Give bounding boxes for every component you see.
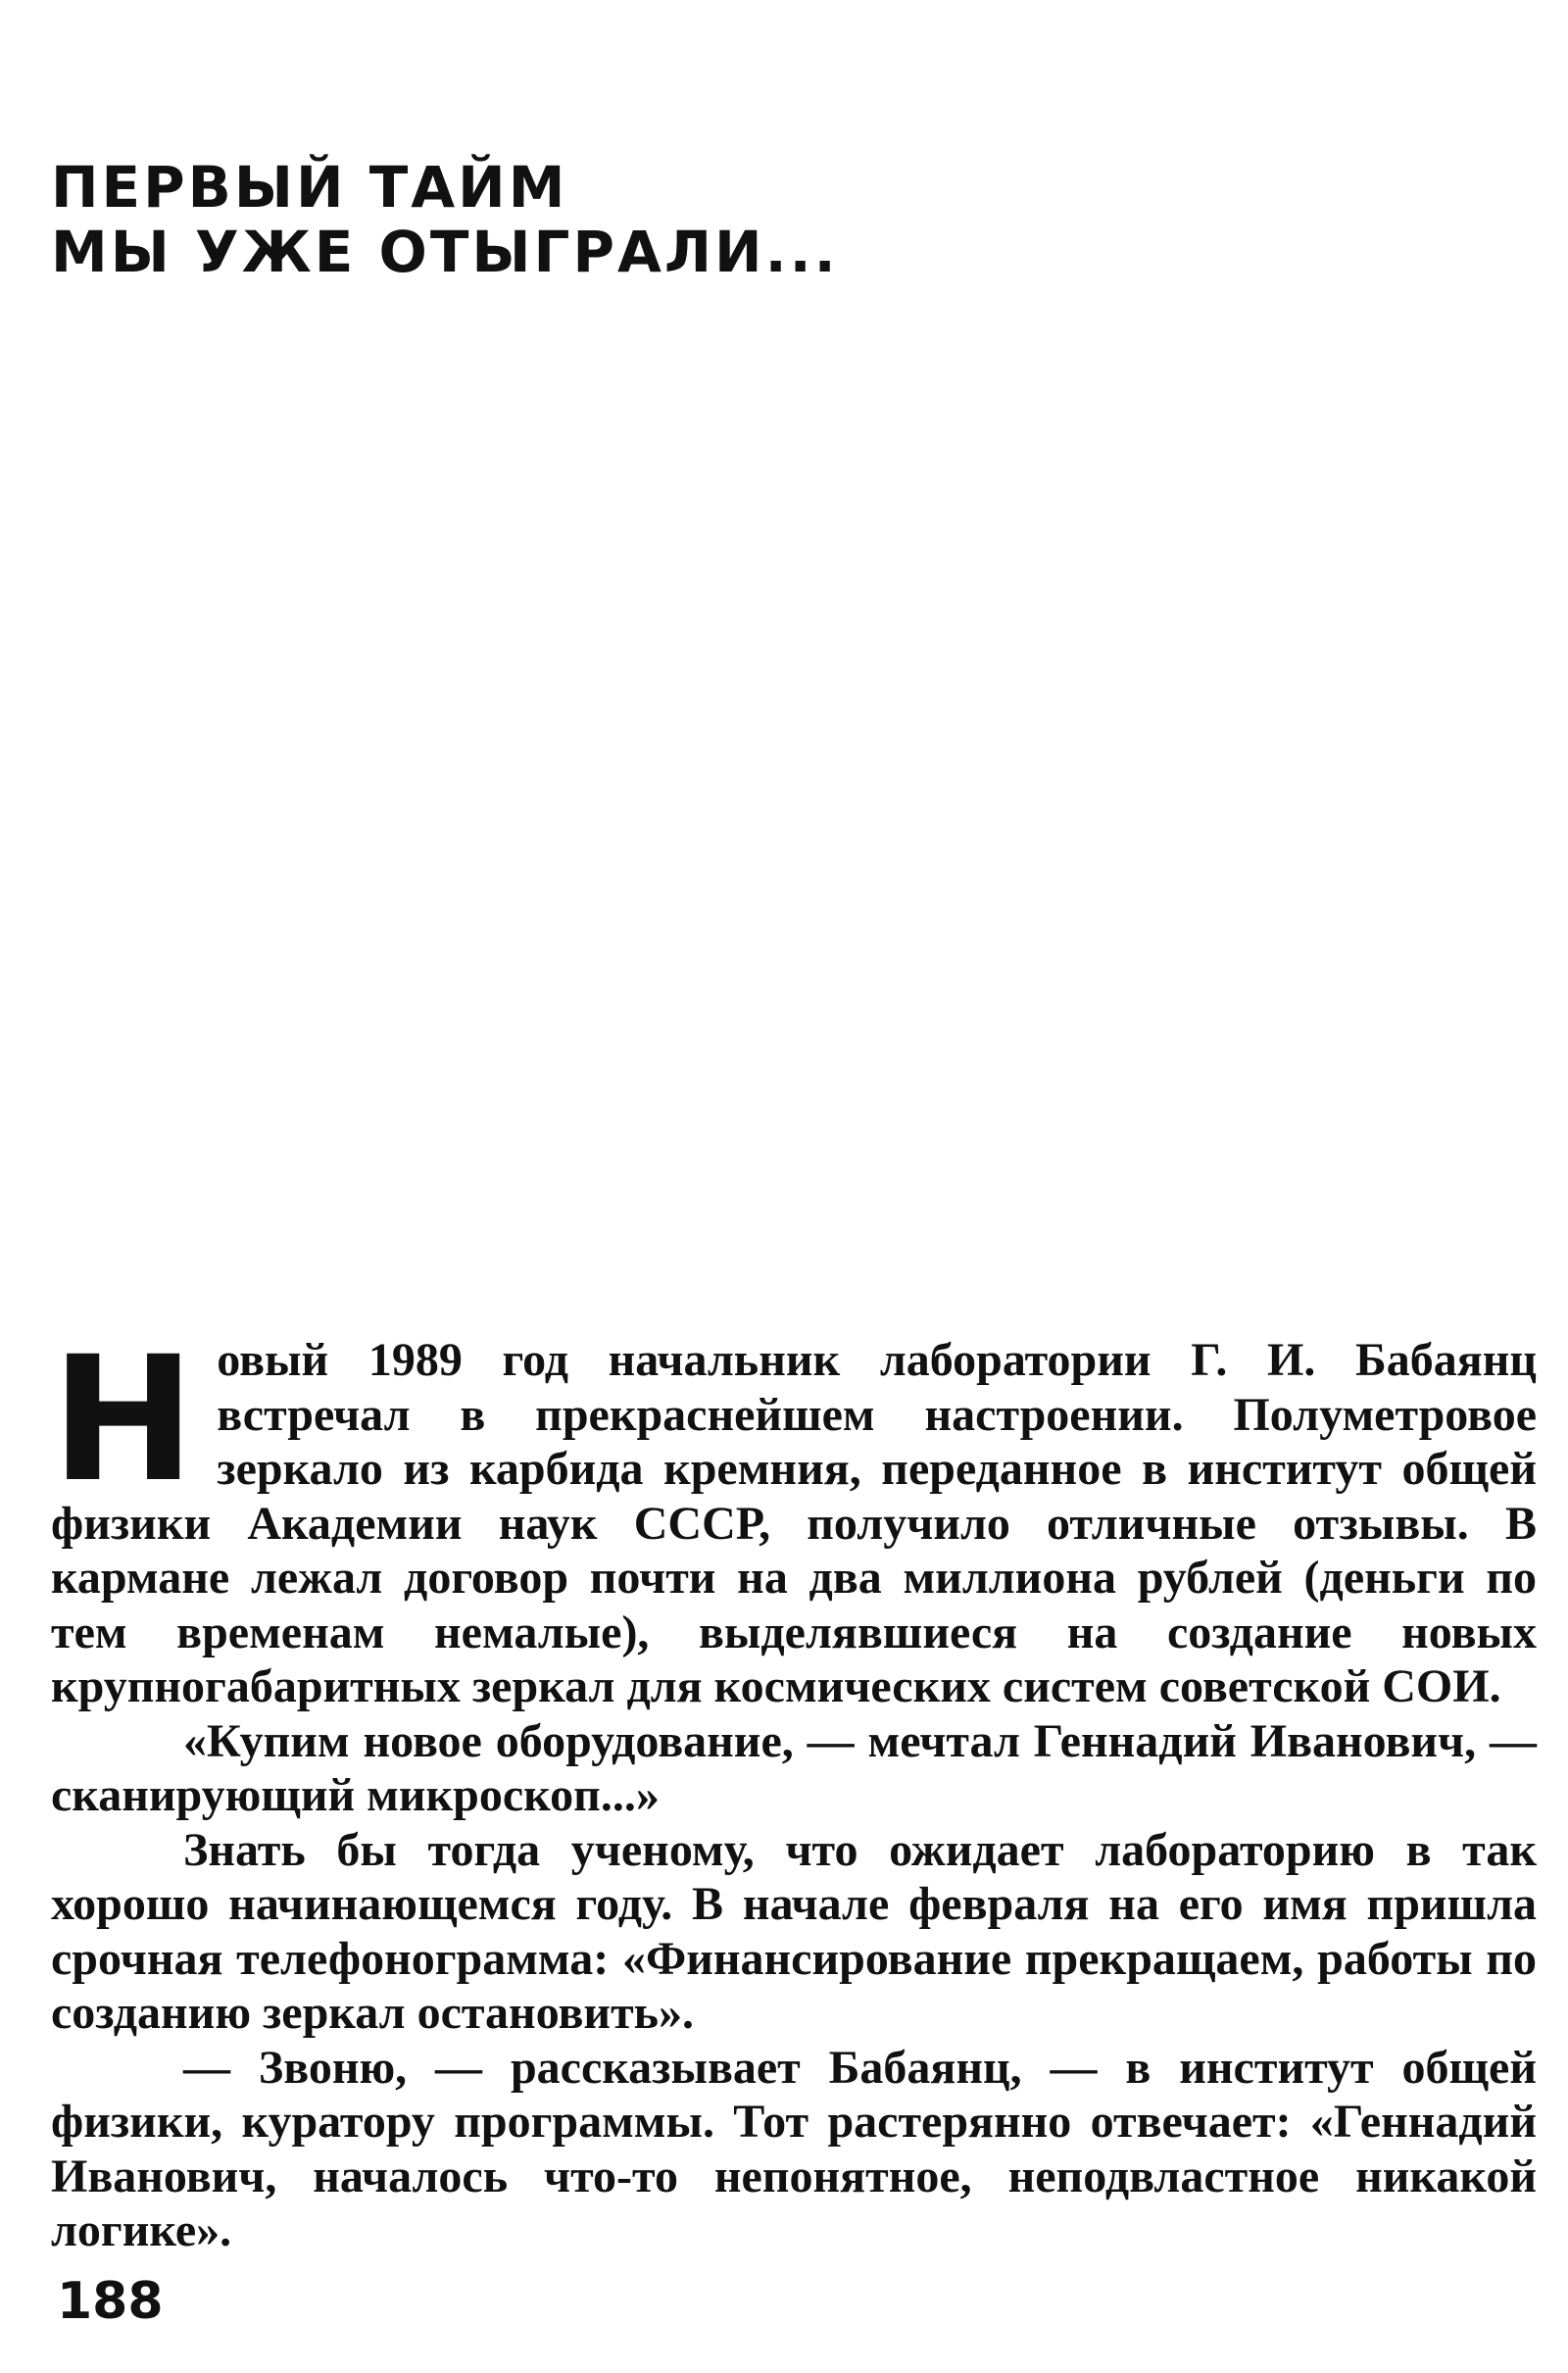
paragraph-4: — Звоню, — рассказывает Бабаянц, — в институт общей физики, куратору программы. Тот растерянно отвечает: «Геннадий Иванович, началось что-то непонятное, неподвластное никакой логике». xyxy=(51,2041,1537,2256)
chapter-title-line-2: МЫ УЖЕ ОТЫГРАЛИ... xyxy=(51,219,839,285)
article-body xyxy=(51,1319,1537,2258)
paragraph-3: Знать бы тогда ученому, что ожидает лабораторию в так хорошо начинающемся году. В начале февраля на его имя пришла срочная телефонограмма: «Финансирование прекращаем, работы по созданию зеркал остановить». xyxy=(51,1823,1537,2039)
paragraph-2: «Купим новое оборудование, — мечтал Геннадий Иванович, — сканирующий микроскоп...» xyxy=(51,1714,1537,1821)
paragraph-1 xyxy=(51,1319,1537,1714)
chapter-title xyxy=(51,155,839,284)
paragraph-1-text: овый 1989 год начальник лаборатории Г. И. Бабаянц встречал в прекраснейшем настроении. Полуметровое зеркало из карбида кремния, переданное в институт общей физики Академии наук СССР, получило отличные отзывы. В кармане лежал договор почти на два миллиона рублей (деньги по тем временам немалые), выделявшиеся на создание новых крупногабаритных зеркал для космических систем советской СОИ. xyxy=(51,1334,1537,1712)
page-number: 188 xyxy=(57,2272,164,2331)
chapter-title-line-1: ПЕРВЫЙ ТАЙМ xyxy=(51,154,568,221)
drop-cap: Н xyxy=(51,1319,196,1520)
